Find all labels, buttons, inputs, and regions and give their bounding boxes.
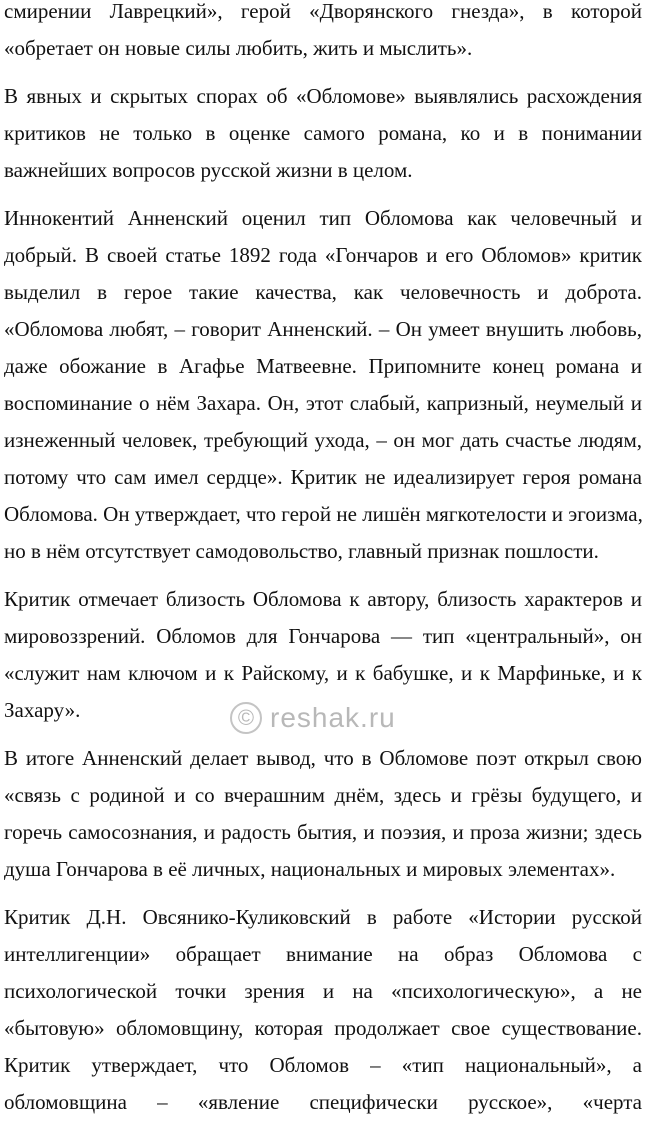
text-line: важнейших вопросов русской жизни в целом. xyxy=(4,158,413,182)
text-line: психологической точки зрения и на «психологическую», а не xyxy=(4,979,642,1003)
text-line: Обломова. Он утверждает, что герой не лишён мягкотелости и эгоизма, xyxy=(4,502,643,526)
paragraph xyxy=(4,740,642,888)
text-line: В явных и скрытых спорах об «Обломове» выявлялись расхождения xyxy=(4,84,642,108)
text-line: «служит нам ключом и к Райскому, и к бабушке, и к Марфиньке, и к xyxy=(4,661,642,685)
copyright-icon: © xyxy=(230,702,262,734)
watermark-text: reshak.ru xyxy=(270,702,396,733)
text-line: душа Гончарова в её личных, национальных и мировых элементах». xyxy=(4,857,616,881)
text-line: критиков не только в оценке самого романа, ко и в понимании xyxy=(4,121,642,145)
text-line: Критик Д.Н. Овсянико-Куликовский в работе «Истории русской xyxy=(4,905,642,929)
text-line: потому что сам имел сердце». Критик не идеализирует героя романа xyxy=(4,465,642,489)
text-line: обломовщина – «явление специфически русское», «черта xyxy=(4,1090,642,1114)
text-line: мировоззрений. Обломов для Гончарова — тип «центральный», он xyxy=(4,624,642,648)
paragraph xyxy=(4,0,642,67)
paragraph xyxy=(4,200,642,570)
text-line: добрый. В своей статье 1892 года «Гончаров и его Обломов» критик xyxy=(4,243,642,267)
text-line: Критик утверждает, что Обломов – «тип национальный», а xyxy=(4,1053,642,1077)
text-line: «бытовую» обломовщину, которая продолжает свое существование. xyxy=(4,1016,642,1040)
text-line: смирении Лаврецкий», герой «Дворянского гнезда», в которой xyxy=(4,0,642,23)
text-line: «Обломова любят, – говорит Анненский. – Он умеет внушить любовь, xyxy=(4,317,642,341)
paragraph xyxy=(4,899,642,1121)
text-line: интеллигенции» обращает внимание на образ Обломова с xyxy=(4,942,642,966)
text-line: «обретает он новые силы любить, жить и мыслить». xyxy=(4,36,473,60)
text-line: «связь с родиной и со вчерашним днём, здесь и грёзы будущего, и xyxy=(4,783,642,807)
paragraph xyxy=(4,78,642,189)
document-page xyxy=(4,0,642,1132)
text-line: Критик отмечает близость Обломова к автору, близость характеров и xyxy=(4,587,642,611)
text-line: воспоминание о нём Захара. Он, этот слабый, капризный, неумелый и xyxy=(4,391,642,415)
text-line: горечь самосознания, и радость бытия, и поэзия, и проза жизни; здесь xyxy=(4,820,642,844)
text-line: Иннокентий Анненский оценил тип Обломова как человечный и xyxy=(4,206,642,230)
text-line: но в нём отсутствует самодовольство, главный признак пошлости. xyxy=(4,539,599,563)
text-line: даже обожание в Агафье Матвеевне. Припомните конец романа и xyxy=(4,354,642,378)
text-line: Захару». xyxy=(4,698,81,722)
text-line: выделил в герое такие качества, как человечность и доброта. xyxy=(4,280,642,304)
text-line: В итоге Анненский делает вывод, что в Обломове поэт открыл свою xyxy=(4,746,642,770)
watermark xyxy=(230,699,396,736)
text-line: изнеженный человек, требующий ухода, – он мог дать счастье людям, xyxy=(4,428,642,452)
